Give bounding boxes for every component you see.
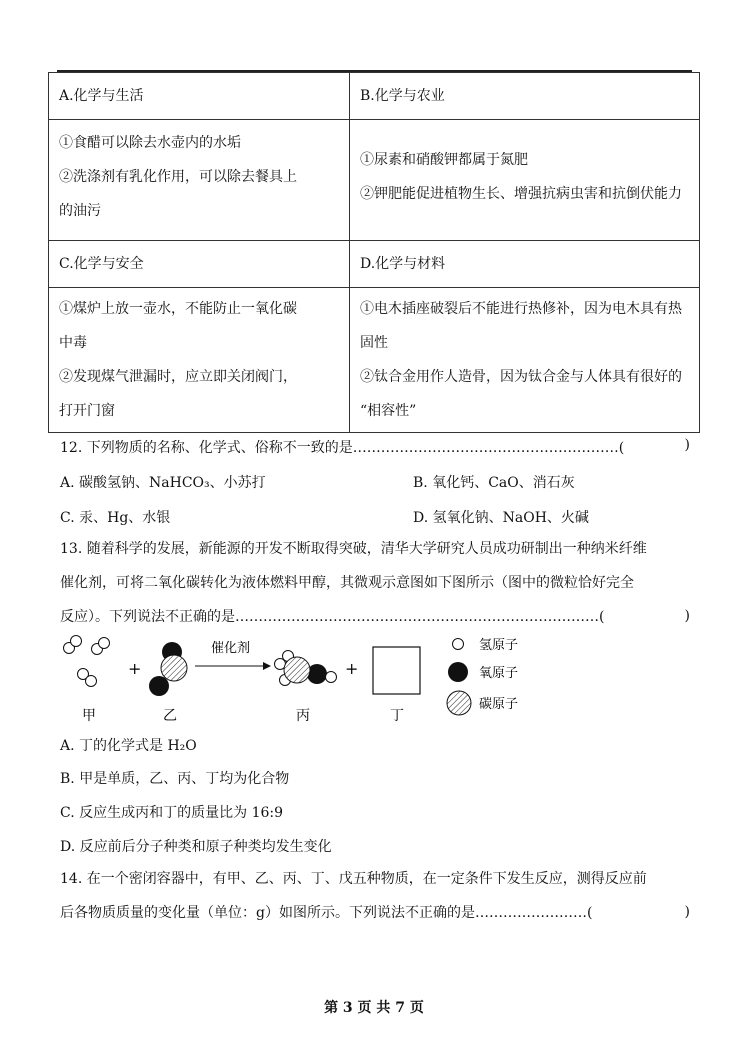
- q12-option-d: D. 氢氧化钠、NaOH、火碱: [413, 510, 589, 526]
- cell-a-line: 的油污: [59, 203, 101, 219]
- q13-option-a: A. 丁的化学式是 H₂O: [60, 738, 197, 754]
- hydrogen-legend-icon: [453, 639, 464, 650]
- product-ding-box: [373, 647, 420, 694]
- cell-c-body: [49, 288, 350, 433]
- molecule-jia-hydrogen: [64, 636, 110, 687]
- cell-c-line: 打开门窗: [59, 403, 115, 419]
- cell-b-title: B.化学与农业: [350, 73, 700, 120]
- plus-sign: +: [345, 659, 359, 678]
- plus-sign: +: [128, 659, 142, 678]
- cell-d-line: 固性: [360, 335, 388, 351]
- cell-b-line: ②钾肥能促进植物生长、增强抗病虫害和抗倒伏能力: [360, 186, 682, 202]
- q12-option-b: B. 氧化钙、CaO、消石灰: [413, 475, 575, 491]
- cell-a-line: ①食醋可以除去水壶内的水垢: [59, 135, 241, 151]
- legend-hydrogen: 氢原子: [479, 638, 519, 653]
- carbon-legend-icon: [447, 691, 471, 715]
- cell-d-title: D.化学与材料: [350, 241, 700, 288]
- q14-stem: [60, 862, 690, 930]
- legend-carbon: 碳原子: [479, 697, 519, 712]
- q12-stem: 12. 下列物质的名称、化学式、俗称不一致的是…………………………………………………(: [60, 440, 625, 456]
- q13-stem-line: 13. 随着科学的发展，新能源的开发不断取得突破，清华大学研究人员成功研制出一种纳米纤维: [60, 541, 647, 557]
- q13-stem-line: 反应）。下列说法不正确的是……………………………………………………………………(: [60, 609, 605, 625]
- cell-d-line: “相容性”: [360, 403, 417, 419]
- cell-d-line: ②钛合金用作人造骨，因为钛合金与人体具有很好的: [360, 369, 682, 385]
- cell-d-body: [350, 288, 700, 433]
- arrow-head: [263, 662, 271, 670]
- q12-option-c: C. 汞、Hg、水银: [60, 510, 171, 526]
- catalyst-label: 催化剂: [211, 641, 251, 656]
- q12-answer-paren: ): [684, 437, 690, 453]
- q12-option-a: A. 碳酸氢钠、NaHCO₃、小苏打: [60, 475, 266, 491]
- cell-c-line: ②发现煤气泄漏时，应立即关闭阀门，: [59, 369, 297, 385]
- cell-a-body: [49, 120, 350, 241]
- molecule-bing-methanol: [275, 651, 337, 686]
- q13-stem: [60, 532, 690, 634]
- atom-legend: [447, 638, 518, 715]
- q14-answer-paren: ): [684, 904, 690, 920]
- label-jia: 甲: [82, 708, 96, 724]
- label-yi: 乙: [163, 708, 177, 724]
- label-bing: 丙: [296, 708, 310, 724]
- cell-b-body: [350, 120, 700, 241]
- cell-d-line: ①电木插座破裂后不能进行热修补，因为电木具有热: [360, 301, 682, 317]
- q13-answer-paren: ): [684, 608, 690, 624]
- cell-c-line: ①煤炉上放一壶水，不能防止一氧化碳: [59, 301, 297, 317]
- q14-stem-line: 14. 在一个密闭容器中，有甲、乙、丙、丁、戊五种物质，在一定条件下发生反应，测得反应前: [60, 871, 647, 887]
- q13-option-c: C. 反应生成丙和丁的质量比为 16:9: [60, 805, 284, 821]
- knowledge-table: [48, 72, 700, 433]
- q13-option-d: D. 反应前后分子种类和原子种类均发生变化: [60, 839, 332, 855]
- molecule-yi-co2: [149, 642, 187, 696]
- q13-option-b: B. 甲是单质，乙、丙、丁均为化合物: [60, 771, 290, 787]
- cell-c-line: 中毒: [59, 335, 87, 351]
- cell-a-title: A.化学与生活: [49, 73, 350, 120]
- q14-stem-line: 后各物质质量的变化量（单位：g）如图所示。下列说法不正确的是……………………(: [60, 905, 593, 921]
- page-number: 第 3 页 共 7 页: [324, 1000, 424, 1016]
- cell-b-line: ①尿素和硝酸钾都属于氮肥: [360, 152, 528, 168]
- oxygen-legend-icon: [448, 662, 468, 682]
- cell-a-line: ②洗涤剂有乳化作用，可以除去餐具上: [59, 169, 297, 185]
- reaction-diagram: [55, 632, 595, 727]
- legend-oxygen: 氧原子: [479, 666, 519, 681]
- cell-c-title: C.化学与安全: [49, 241, 350, 288]
- q13-stem-line: 催化剂，可将二氧化碳转化为液体燃料甲醇，其微观示意图如下图所示（图中的微粒恰好完全: [60, 575, 634, 591]
- label-ding: 丁: [390, 708, 404, 724]
